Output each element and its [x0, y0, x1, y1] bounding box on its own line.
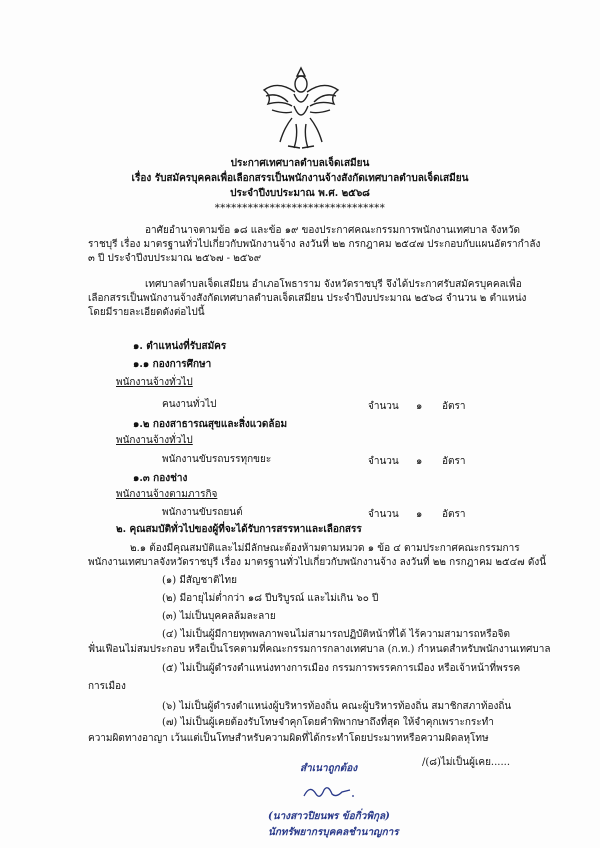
group-1-unit: อัตรา: [442, 401, 466, 412]
group-3-count-label: จำนวน: [368, 509, 399, 520]
section1-heading: ๑. ตำแหน่งที่รับสมัคร: [133, 341, 227, 352]
signer-role: นักทรัพยากรบุคคลชำนาญการ: [268, 827, 399, 838]
group-2-count-label: จำนวน: [368, 456, 399, 467]
certified-copy-label: สำเนาถูกต้อง: [300, 763, 358, 774]
section2-para-line2: พนักงานเทศบาลจังหวัดราชบุรี เรื่อง มาตรฐานทั่วไปเกี่ยวกับพนักงานจ้าง ลงวันที่ ๒๒ กรกฎาคม ๒๕๔๗ ดังนี้: [88, 557, 547, 568]
group-2-unit: อัตรา: [442, 456, 466, 467]
qualification-2: (๒) มีอายุไม่ต่ำกว่า ๑๘ ปีบริบูรณ์ และไม่เกิน ๖๐ ปี: [162, 593, 379, 604]
qualification-7-line2: ความผิดทางอาญา เว้นแต่เป็นโทษสำหรับความผิดที่ได้กระทำโดยประมาทหรือความผิดลหุโทษ: [88, 733, 489, 744]
garuda-emblem-icon: [258, 62, 344, 152]
announcement-subject: เรื่อง รับสมัครบุคคลเพื่อเลือกสรรเป็นพนักงานจ้างสังกัดเทศบาลตำบลเจ็ดเสมียน: [131, 173, 469, 184]
qualification-5-line1: (๕) ไม่เป็นผู้ดำรงตำแหน่งทางการเมือง กรรมการพรรคการเมือง หรือเจ้าหน้าที่พรรค: [162, 663, 521, 674]
group-1-count: ๑: [416, 401, 423, 412]
signature-icon: [300, 780, 360, 802]
intro-p1-line2: ราชบุรี เรื่อง มาตรฐานทั่วไปเกี่ยวกับพนักงานจ้าง ลงวันที่ ๒๒ กรกฎาคม ๒๕๔๗ ประกอบกับแผนอัตรากำลัง: [88, 239, 541, 250]
qualification-1: (๑) มีสัญชาติไทย: [162, 575, 237, 586]
continued-note: /(๘)ไม่เป็นผู้เคย......: [422, 757, 511, 768]
qualification-4-line2: ฟั่นเฟือนไม่สมประกอบ หรือเป็นโรคตามที่คณะกรรมการกลางเทศบาล (ก.ท.) กำหนดสำหรับพนักงานเทศบาล: [88, 644, 551, 655]
intro-p2-line1: เทศบาลตำบลเจ็ดเสมียน อำเภอโพธาราม จังหวัดราชบุรี จึงได้ประกาศรับสมัครบุคคลเพื่อ: [145, 279, 522, 290]
group-3-count: ๑: [416, 509, 423, 520]
qualification-3: (๓) ไม่เป็นบุคคลล้มละลาย: [162, 611, 276, 622]
qualification-5-line2: การเมือง: [88, 681, 126, 692]
signer-name: (นางสาวปิยนพร ข้อกิ่วพิกุล): [268, 811, 390, 822]
section2-para-line1: ๒.๑ ต้องมีคุณสมบัติและไม่มีลักษณะต้องห้ามตามหมวด ๑ ข้อ ๔ ตามประกาศคณะกรรมการ: [130, 543, 520, 554]
intro-p1-line1: อาศัยอำนาจตามข้อ ๑๘ และข้อ ๑๙ ของประกาศคณะกรรมการพนักงานเทศบาล จังหวัด: [145, 225, 521, 236]
stars-divider: *******************************: [214, 203, 386, 214]
group-3-type: พนักงานจ้างตามภารกิจ: [116, 489, 218, 500]
intro-p1-line3: ๓ ปี ประจำปีงบประมาณ ๒๕๖๗ - ๒๕๖๙: [88, 253, 262, 264]
intro-p2-line3: โดยมีรายละเอียดดังต่อไปนี้: [88, 307, 205, 318]
group-3-unit: อัตรา: [442, 509, 466, 520]
group-3-position: พนักงานขับรถยนต์: [162, 507, 243, 518]
qualification-4-line1: (๔) ไม่เป็นผู้มีกายทุพพลภาพจนไม่สามารถปฏิบัติหน้าที่ได้ ไร้ความสามารถหรือจิต: [162, 629, 510, 640]
group-2-title: ๑.๒ กองสาธารณสุขและสิ่งแวดล้อม: [133, 419, 288, 430]
announcement-title: ประกาศเทศบาลตำบลเจ็ดเสมียน: [230, 158, 370, 169]
group-2-type: พนักงานจ้างทั่วไป: [116, 435, 193, 446]
intro-p2-line2: เลือกสรรเป็นพนักงานจ้างสังกัดเทศบาลตำบลเจ็ดเสมียน ประจำปีงบประมาณ ๒๕๖๘ จำนวน ๒ ตำแหน่ง: [88, 293, 527, 304]
group-1-count-label: จำนวน: [368, 401, 399, 412]
group-1-title: ๑.๑ กองการศึกษา: [133, 359, 212, 370]
qualification-6: (๖) ไม่เป็นผู้ดำรงตำแหน่งผู้บริหารท้องถิ่น คณะผู้บริหารท้องถิ่น สมาชิกสภาท้องถิ่น: [162, 701, 512, 712]
group-2-count: ๑: [416, 456, 423, 467]
fiscal-year-line: ประจำปีงบประมาณ พ.ศ. ๒๕๖๘: [230, 188, 370, 199]
group-1-position: คนงานทั่วไป: [162, 399, 217, 410]
qualification-7-line1: (๗) ไม่เป็นผู้เคยต้องรับโทษจำคุกโดยคำพิพากษาถึงที่สุด ให้จำคุกเพราะกระทำ: [162, 717, 494, 728]
section2-heading: ๒. คุณสมบัติทั่วไปของผู้ที่จะได้รับการสรรหาและเลือกสรร: [116, 524, 362, 535]
group-3-title: ๑.๓ กองช่าง: [133, 473, 188, 484]
group-2-position: พนักงานขับรถบรรทุกขยะ: [162, 454, 272, 465]
group-1-type: พนักงานจ้างทั่วไป: [116, 377, 193, 388]
